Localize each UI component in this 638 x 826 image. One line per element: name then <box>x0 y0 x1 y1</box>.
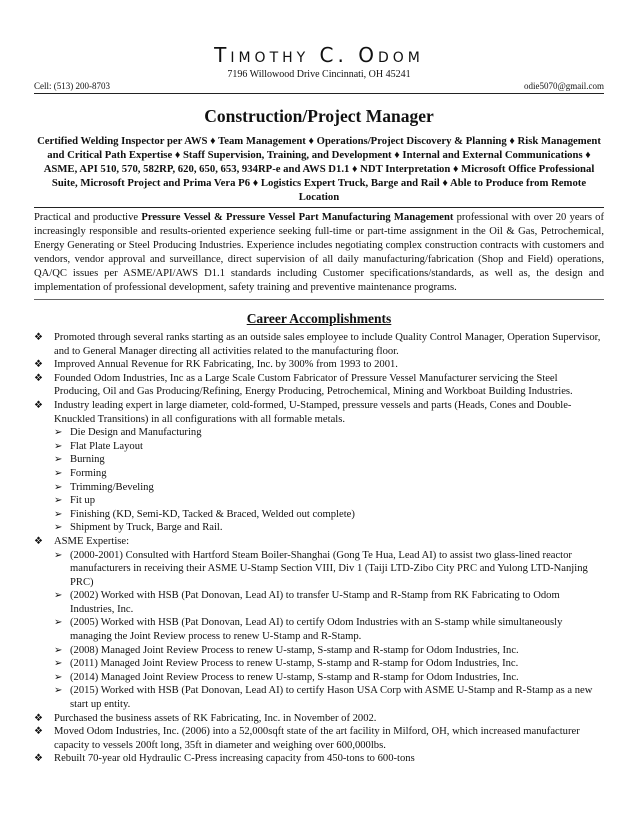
arrow-bullet-icon: ➢ <box>54 440 63 452</box>
sublist-item: ➢ Forming <box>54 467 107 479</box>
address: 7196 Willowood Drive Cincinnati, OH 45241 <box>227 69 411 80</box>
list-item: ❖ Founded Odom Industries, Inc as a Large Scale Custom Fabricator of Pressure Vessel Manufacturer servicing the Steel Producing, Oil and Gas Producing/Refining, Energy Producing, Petrochemical, Mining and Workboat Building Industries. <box>34 372 573 398</box>
arrow-bullet-icon: ➢ <box>54 495 63 507</box>
summary-divider <box>34 299 604 300</box>
sublist-item: ➢ (2008) Managed Joint Review Process to renew U-stamp, S-stamp and R-stamp for Odom Industries, Inc. <box>54 644 519 656</box>
sublist-item: ➢ Burning <box>54 454 105 466</box>
sublist-item: ➢ Shipment by Truck, Barge and Rail. <box>54 522 223 534</box>
email: odie5070@gmail.com <box>523 81 604 91</box>
list-item: ❖ Promoted through several ranks starting as an outside sales employee to include Quality Control Manager, Operation Supervisor, and to General Manager directing all activities related to the manufacturing floor. <box>34 332 601 357</box>
list-item: ❖ Improved Annual Revenue for RK Fabricating, Inc. by 300% from 1993 to 2001. <box>34 359 398 371</box>
summary-intro: Practical and productive <box>34 212 142 223</box>
arrow-bullet-icon: ➢ <box>54 658 63 670</box>
arrow-bullet-icon: ➢ <box>54 549 63 561</box>
sublist-item: ➢ Fit up <box>54 495 96 507</box>
section-heading-accomplishments: Career Accomplishments <box>246 311 392 326</box>
candidate-name: Timothy C. Odom <box>214 43 424 67</box>
sublist-item: ➢ (2002) Worked with HSB (Pat Donovan, Lead AI) to transfer U-Stamp and R-Stamp from RK Fabricating to Odom Industries, Inc. <box>54 590 560 615</box>
arrow-bullet-icon: ➢ <box>54 617 63 629</box>
arrow-bullet-icon: ➢ <box>54 671 63 683</box>
professional-summary <box>34 211 604 295</box>
list-item: ❖ ASME Expertise: ➢ (2000-2001) Consulted with Hartford Steam Boiler-Shanghai (Gong Te Hua, Lead AI) to assist two glass-lined reactor manufacturers in receiving their ASME U-Stamp Section VIII, Div 1 (Taiji LTD-Zibo City PRC and Yulong LTD-Nanjing PRC) ➢ (2002) Worked with HSB (Pat Donovan, Lead AI) to transfer U-Stamp and R-Stamp from RK Fabricating to Odom Industries, Inc. ➢ (2005) Worked with HSB (Pat Donovan, Lead AI) to certify Odom Industries with an S-stamp while simultaneously managing the Joint Review process to renew U-Stamp and R-Stamp. ➢ (2008) Managed Joint Review Process to renew U-stamp, S-stamp and R-stamp for Odom Industries, Inc. ➢ (2011) Managed Joint Review Process to renew U-stamp, S-stamp and R-stamp for Odom Industries, Inc. ➢ (2014) Managed Joint Review Process to renew U-stamp, S-stamp and R-stamp for Odom Industries, Inc. ➢ (2015) Worked with HSB (Pat Donovan, Lead AI) to certify Hason USA Corp with ASME U-Stamp and R-Stamp as a new start up entity. <box>34 535 604 712</box>
list-item: ❖ Purchased the business assets of RK Fabricating, Inc. in November of 2002. <box>34 712 377 724</box>
diamond-bullet-icon: ❖ <box>34 372 43 384</box>
diamond-bullet-icon: ❖ <box>34 753 43 765</box>
list-item: ❖ Industry leading expert in large diameter, cold-formed, U-Stamped, pressure vessels and parts (Heads, Cones and Double-Knuckled Transitions) in all configurations with all formable metals. ➢ Die Design and Manufacturing ➢ Flat Plate Layout ➢ Burning ➢ Forming ➢ Trimming/Beveling ➢ Fit up ➢ Finishing (KD, Semi-KD, Tacked & Braced, Welded out complete) ➢ Shipment by Truck, Barge and Rail. <box>34 399 604 535</box>
arrow-bullet-icon: ➢ <box>54 454 63 466</box>
arrow-bullet-icon: ➢ <box>54 508 63 520</box>
arrow-bullet-icon: ➢ <box>54 522 63 534</box>
contact-row <box>34 81 604 92</box>
job-title: Construction/Project Manager <box>204 106 434 126</box>
arrow-bullet-icon: ➢ <box>54 427 63 439</box>
header-divider <box>34 93 604 94</box>
diamond-bullet-icon: ❖ <box>34 726 43 738</box>
capabilities-sublist <box>54 426 604 535</box>
diamond-bullet-icon: ❖ <box>34 535 43 547</box>
sublist-item: ➢ (2005) Worked with HSB (Pat Donovan, Lead AI) to certify Odom Industries with an S-stamp while simultaneously managing the Joint Review process to renew U-Stamp and R-Stamp. <box>54 617 563 643</box>
summary-body: professional with over 20 years of increasingly responsible and results-oriented experience seeking full-time or part-time assignment in the Oil & Gas, Petrochemical, Energy Generating or Steel Producing Industries. Experience includes negotiating complex construction contracts with customers and vendors, vendor approval and surveillance, direct supervision of all daily manufacturing/fabrication (Shop and Field) operations, QA/QC issues per ASME/API/AWS D1.1 standards including Customer specifications/standards, as well as, the design and implementation of professional development, safety training and preventive maintenance programs. <box>34 212 604 293</box>
cell-phone: Cell: (513) 200-8703 <box>34 81 110 91</box>
arrow-bullet-icon: ➢ <box>54 644 63 656</box>
diamond-bullet-icon: ❖ <box>34 332 43 343</box>
sublist-item: ➢ Finishing (KD, Semi-KD, Tacked & Braced, Welded out complete) <box>54 508 355 520</box>
sublist-item: ➢ Die Design and Manufacturing <box>54 427 202 439</box>
competencies-divider <box>34 207 604 208</box>
arrow-bullet-icon: ➢ <box>54 590 63 602</box>
asme-sublist <box>54 549 604 712</box>
sublist-item: ➢ (2000-2001) Consulted with Hartford Steam Boiler-Shanghai (Gong Te Hua, Lead AI) to assist two glass-lined reactor manufacturers in receiving their ASME U-Stamp Section VIII, Div 1 (Taiji LTD-Zibo City PRC and Yulong LTD-Nanjing PRC) <box>54 549 588 588</box>
arrow-bullet-icon: ➢ <box>54 481 63 493</box>
core-competencies: Certified Welding Inspector per AWS ♦ Team Management ♦ Operations/Project Discovery & Planning ♦ Risk Management and Critical Path Expertise ♦ Staff Supervision, Training, and Development ♦ Internal and External Communications ♦ ASME, API 510, 570, 582RP, 620, 650, 653, 934RP-e and AWS D1.1 ♦ NDT Interpretation ♦ Microsoft Office Professional Suite, Microsoft Project and Prima Vera P6 ♦ Logistics Expert Truck, Barge and Rail ♦ Able to Produce from Remote Location <box>37 135 601 203</box>
diamond-bullet-icon: ❖ <box>34 712 43 724</box>
diamond-bullet-icon: ❖ <box>34 359 43 371</box>
arrow-bullet-icon: ➢ <box>54 467 63 479</box>
sublist-item: ➢ Flat Plate Layout <box>54 440 143 452</box>
summary-bold: Pressure Vessel & Pressure Vessel Part Manufacturing Management <box>141 212 454 223</box>
arrow-bullet-icon: ➢ <box>54 685 63 697</box>
list-item: ❖ Rebuilt 70-year old Hydraulic C-Press increasing capacity from 450-tons to 600-tons <box>34 753 415 765</box>
sublist-item: ➢ (2014) Managed Joint Review Process to renew U-stamp, S-stamp and R-stamp for Odom Industries, Inc. <box>54 671 519 683</box>
sublist-item: ➢ (2015) Worked with HSB (Pat Donovan, Lead AI) to certify Hason USA Corp with ASME U-Stamp and R-Stamp as a new start up entity. <box>54 685 593 711</box>
sublist-item: ➢ (2011) Managed Joint Review Process to renew U-stamp, S-stamp and R-stamp for Odom Industries, Inc. <box>54 658 519 670</box>
list-item: ❖ Moved Odom Industries, Inc. (2006) into a 52,000sqft state of the art facility in Milford, OH, which increased manufacturer capacity to vessels 200ft long, 35ft in diameter and weighing over 600,000lbs. <box>34 726 580 751</box>
accomplishments-list <box>34 331 604 766</box>
diamond-bullet-icon: ❖ <box>34 399 43 411</box>
sublist-item: ➢ Trimming/Beveling <box>54 481 154 493</box>
